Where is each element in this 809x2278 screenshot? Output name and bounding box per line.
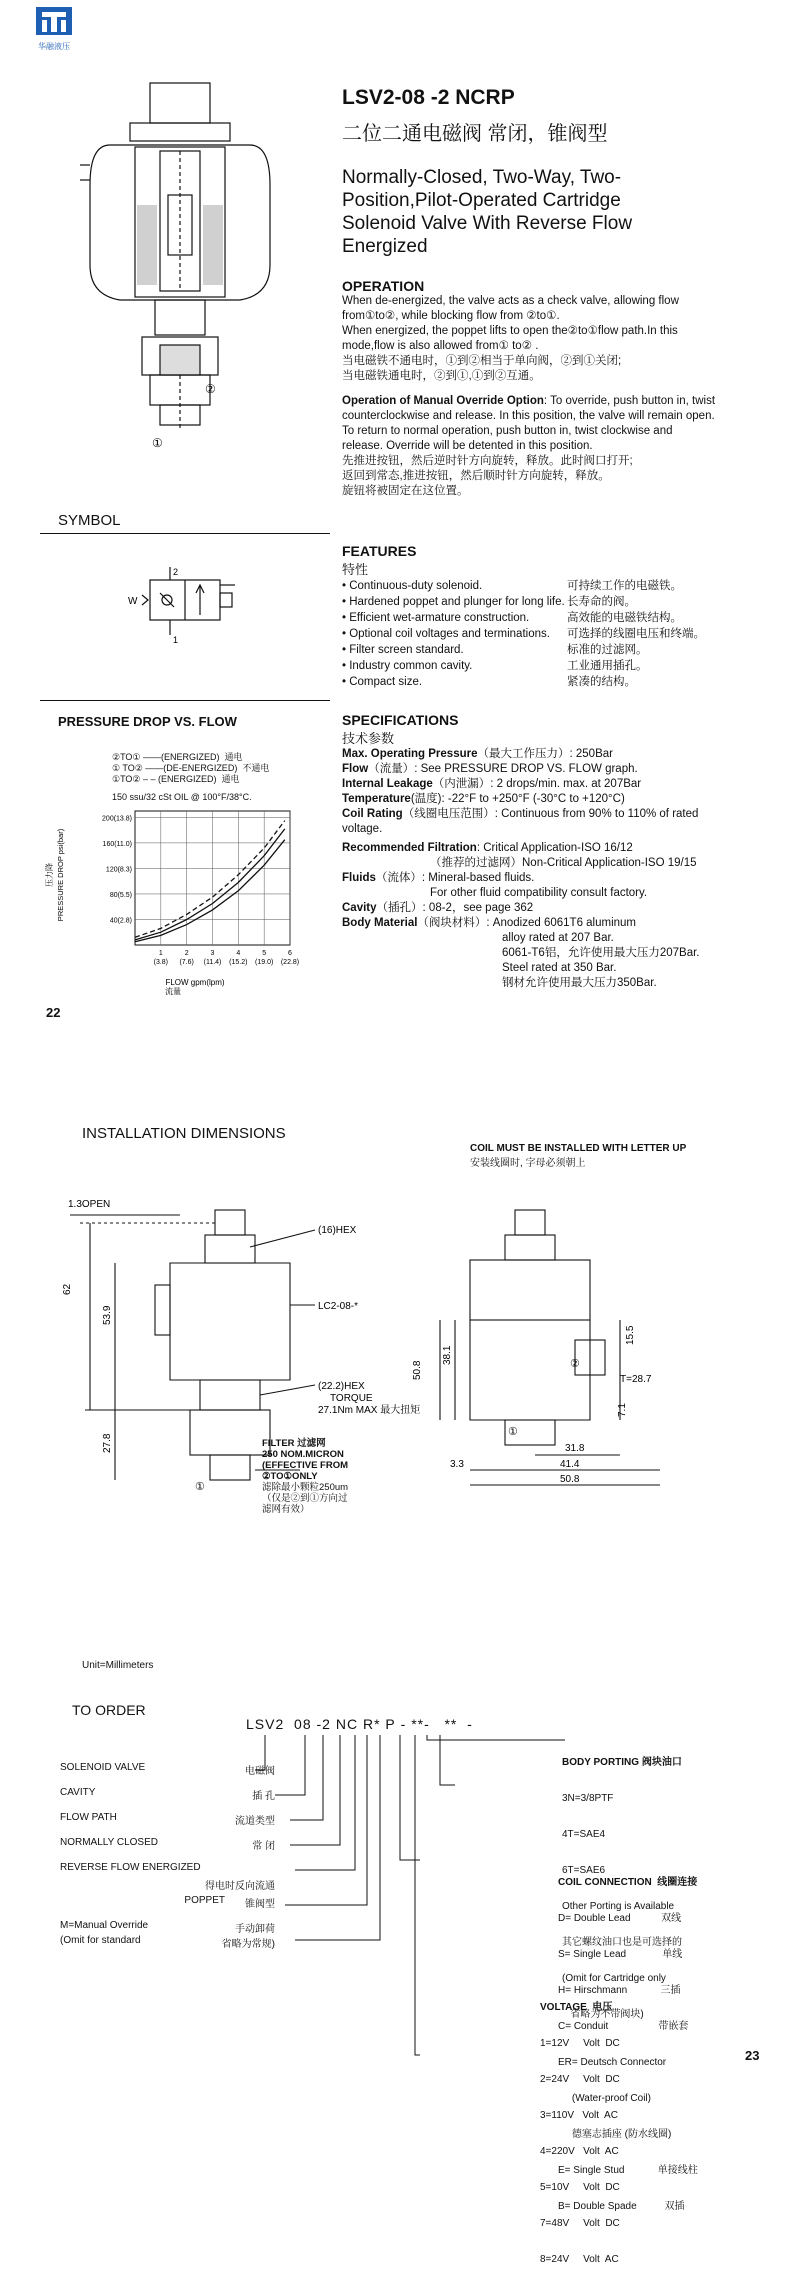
spec-row: Recommended Filtration: Critical Application-ISO 16/12: [342, 842, 633, 854]
coil-note-en: COIL MUST BE INSTALLED WITH LETTER UP: [470, 1143, 687, 1154]
chart-ylabel: PRESSURE DROP psi(bar): [56, 828, 65, 922]
feature-item: [342, 594, 782, 610]
dim-t: T=28.7: [620, 1374, 652, 1385]
title-en-line: Normally-Closed, Two-Way, Two-: [342, 167, 622, 188]
title-en-line: Solenoid Valve With Reverse Flow: [342, 213, 633, 234]
x-tick-label: 3: [210, 950, 215, 957]
dim-62: 62: [62, 1283, 73, 1295]
feature-cn: 高效能的电磁铁结构。: [567, 612, 682, 624]
spec-row: Internal Leakage（内泄漏）: 2 drops/min. max. at 207Bar: [342, 778, 642, 790]
spec-row: （推荐的过滤网）Non-Critical Application-ISO 19/15: [430, 857, 697, 869]
spec-body-extra: alloy rated at 207 Bar.: [502, 932, 614, 944]
block-port2: ②: [570, 1358, 580, 1370]
coil-model: LC2-08-*: [318, 1301, 359, 1312]
feature-en: • Efficient wet-armature construction.: [342, 612, 530, 624]
hydraulic-symbol: [120, 565, 240, 645]
x-tick-label-lpm: (19.0): [255, 959, 274, 966]
spec-row: voltage.: [342, 823, 383, 835]
manual-line: 返回到常态,推进按钮，然后顺时针方向旋转，释放。: [342, 470, 610, 482]
x-tick-label-lpm: (22.8): [280, 959, 300, 966]
dim-31-8: 31.8: [565, 1443, 585, 1454]
feature-item: [342, 658, 782, 674]
logo-text: 华融液压: [38, 42, 70, 51]
dim-3-3: 3.3: [450, 1459, 464, 1470]
feature-en: • Filter screen standard.: [342, 644, 464, 656]
chart-title: PRESSURE DROP VS. FLOW: [58, 714, 237, 729]
spec-row: Cavity（插孔）: 08-2，see page 362: [342, 902, 534, 914]
feature-cn: 紧凑的结构。: [567, 676, 636, 688]
dim-41-4: 41.4: [560, 1459, 580, 1470]
order-item: REVERSE FLOW ENERGIZED: [60, 1862, 201, 1873]
symbol-divider: [40, 533, 330, 534]
spec-body-extra: Steel rated at 350 Bar.: [502, 962, 617, 974]
manual-override-label: Operation of Manual Override Option: [342, 395, 544, 407]
dim-38-1: 38.1: [442, 1345, 453, 1365]
y-tick-label: 40(2.8): [109, 917, 132, 925]
dim-open: 1.3OPEN: [68, 1199, 111, 1210]
operation-line: When energized, the poppet lifts to open the②to①flow path.In this: [342, 325, 678, 337]
features-heading: FEATURES: [342, 543, 417, 559]
dim-hex16: (16)HEX: [318, 1225, 357, 1236]
operation-section: [342, 278, 782, 499]
y-tick-label: 80(5.5): [109, 891, 132, 899]
dim-50-8-v: 50.8: [412, 1360, 423, 1380]
feature-item: [342, 626, 782, 642]
features-heading-cn: 特性: [342, 562, 369, 577]
feature-cn: 标准的过滤网。: [567, 644, 648, 656]
legend-item: ②TO① ——(ENERGIZED) 通电: [112, 752, 243, 762]
chart-divider: [40, 700, 330, 701]
order-item: POPPET 锥阀型: [184, 1895, 275, 1910]
x-tick-label: 1: [158, 950, 163, 957]
spec-row: Temperature(温度): -22°F to +250°F (-30°C to +120°C): [342, 793, 625, 805]
spec-row: Fluids（流体）: Mineral-based fluids.: [342, 872, 535, 884]
order-callout-lines: [255, 1730, 575, 2060]
x-tick-label-lpm: (7.6): [179, 959, 194, 966]
x-tick-label-lpm: (11.4): [203, 959, 222, 966]
dim-7-1: 7.1: [617, 1403, 628, 1417]
torque-value: 27.1Nm MAX 最大扭矩: [318, 1405, 421, 1416]
operation-line: 当电磁铁通电时，②到①,①到②互通。: [342, 370, 541, 382]
series-line: [135, 829, 285, 940]
manual-line: To return to normal operation, push button in, twist clockwise and: [342, 425, 673, 437]
block-port1: ①: [508, 1426, 518, 1438]
operation-line: When de-energized, the valve acts as a check valve, allowing flow: [342, 295, 679, 307]
chart-xlabel-cn: 流量: [165, 987, 181, 996]
legend-item: ①TO② – – (ENERGIZED) 通电: [112, 774, 240, 784]
chart-ylabel-cn: 压力降: [45, 863, 54, 887]
manual-line: 先推进按钮，然后逆时针方向旋转，释放。此时阀口打开;: [342, 455, 633, 467]
feature-item: [342, 610, 782, 626]
feature-en: • Hardened poppet and plunger for long life.: [342, 596, 565, 608]
spec-heading: SPECIFICATIONS: [342, 712, 459, 728]
legend-item: ① TO② ——(DE-ENERGIZED) 不通电: [112, 763, 270, 773]
valve-section-drawing: [80, 75, 290, 475]
order-item: NORMALLY CLOSED 常 闭: [60, 1837, 275, 1852]
spec-row: For other fluid compatibility consult factory.: [430, 887, 648, 899]
coil-note: [470, 1143, 686, 1169]
order-left-items: [60, 1762, 275, 1950]
coil-connection: COIL CONNECTION 线圈连接 D= Double Lead 双线 S= Single Lead 单线 H= Hirschmann 三插 C= Conduit 带嵌套 ER= Deutsch Connector (Water-proof Coil) 德塞志插座 (防水线圈) E= Single Stud 单接线柱 B= Double Spade 双插: [558, 1877, 698, 2212]
order-item: (Omit for standard 省略为常规): [60, 1935, 275, 1950]
manual-line: counterclockwise and release. In this position, the valve will remain open.: [342, 410, 715, 422]
chart-legend: [112, 752, 269, 785]
manual-line: release. Override will be detented in this position.: [342, 440, 593, 452]
spec-row: Coil Rating（线圈电压范围）: Continuous from 90% to 110% of rated: [342, 808, 699, 820]
side-port1: ①: [195, 1481, 205, 1493]
manual-line: : To override, push button in, twist: [543, 395, 716, 407]
dim-15-5: 15.5: [625, 1325, 636, 1345]
product-code: LSV2-08 -2 NCRP: [342, 86, 515, 109]
logo-icon: [28, 6, 80, 36]
torque-label: TORQUE: [330, 1393, 373, 1404]
feature-item: [342, 642, 782, 658]
coil-note-cn: 安装线圈时, 字母必须朝上: [470, 1158, 586, 1169]
order-item: 得电时反向流通: [205, 1881, 275, 1892]
x-tick-label: 4: [236, 950, 241, 957]
dim-50-8-h: 50.8: [560, 1474, 580, 1485]
operation-line: 当电磁铁不通电时，①到②相当于单向阀，②到①关闭;: [342, 355, 622, 367]
title-en-line: Position,Pilot-Operated Cartridge: [342, 190, 621, 211]
symbol-w: W: [128, 596, 138, 607]
dim-53-9: 53.9: [102, 1305, 113, 1325]
feature-en: • Optional coil voltages and terminations.: [342, 628, 550, 640]
feature-cn: 长寿命的阀。: [567, 596, 636, 608]
unit-note: Unit=Millimeters: [82, 1660, 154, 1671]
port2-callout: ②: [205, 382, 216, 396]
x-tick-label: 6: [288, 950, 292, 957]
y-tick-label: 160(11.0): [102, 840, 132, 848]
feature-cn: 可持续工作的电磁铁。: [567, 580, 682, 592]
symbol-port2: 2: [173, 567, 179, 577]
symbol-heading: SYMBOL: [58, 512, 121, 529]
x-tick-label-lpm: (15.2): [229, 959, 248, 966]
spec-heading-cn: 技术参数: [342, 731, 395, 746]
order-heading: TO ORDER: [72, 1702, 146, 1718]
feature-item: [342, 578, 782, 594]
order-item: M=Manual Override 手动卸荷: [60, 1920, 275, 1935]
order-item: FLOW PATH 流道类型: [60, 1812, 275, 1827]
feature-item: [342, 674, 782, 690]
spec-body-extra: 6061-T6铝，允许使用最大压力207Bar.: [502, 947, 700, 959]
spec-row: Body Material（阀块材料）: Anodized 6061T6 aluminum: [342, 917, 637, 929]
product-title-cn: 二位二通电磁阀 常闭，锥阀型: [342, 123, 608, 145]
port1-callout: ①: [152, 436, 163, 450]
symbol-port1: 1: [173, 635, 179, 645]
company-logo: [28, 6, 80, 51]
page-number-right: 23: [745, 2048, 760, 2063]
manual-line: 旋钮将被固定在这位置。: [342, 485, 469, 497]
x-tick-label-lpm: (3.8): [153, 959, 169, 966]
order-item: SOLENOID VALVE 电磁阀: [60, 1762, 275, 1777]
feature-cn: 可选择的线圈电压和终端。: [567, 628, 705, 640]
y-tick-label: 200(13.8): [102, 815, 132, 823]
dim-hex22: (22.2)HEX: [318, 1381, 365, 1392]
operation-line: from①to②, while blocking flow from ②to①.: [342, 310, 560, 322]
spec-row: Max. Operating Pressure（最大工作压力）: 250Bar: [342, 748, 613, 760]
features-section: [342, 543, 782, 690]
feature-cn: 工业通用插孔。: [567, 660, 648, 672]
feature-en: • Industry common cavity.: [342, 660, 473, 672]
order-item: CAVITY 插 孔: [60, 1787, 275, 1802]
y-tick-label: 120(8.3): [105, 866, 132, 874]
operation-line: mode,flow is also allowed from① to② .: [342, 340, 539, 352]
series-line: [135, 821, 285, 938]
manual-override-first: [342, 394, 782, 409]
product-title-en: [342, 166, 632, 258]
pressure-drop-chart: [40, 805, 300, 995]
page-number-left: 22: [46, 1005, 61, 1020]
installation-drawing-block: [410, 1185, 710, 1495]
chart-xlabel: FLOW gpm(lpm): [165, 978, 225, 987]
spec-body-extra: 钢材允许使用最大压力350Bar.: [502, 977, 657, 989]
x-tick-label: 5: [262, 950, 267, 957]
title-en-line: Energized: [342, 236, 428, 257]
body-porting: BODY PORTING 阀块油口 3N=3/8PTF 4T=SAE4 6T=SAE6 Other Porting is Available 其它螺纹油口也是可选择的 (Omit for Cartridge only 省略为不带阀块): [562, 1757, 682, 2020]
chart-condition: 150 ssu/32 cSt OIL @ 100°F/38°C.: [112, 792, 252, 802]
installation-heading: INSTALLATION DIMENSIONS: [82, 1125, 286, 1142]
voltage: VOLTAGE 电压 1=12V Volt DC 2=24V Volt DC 3=110V Volt AC 4=220V Volt AC 5=10V Volt DC 7=48V Volt DC 8=24V Volt AC: [540, 2002, 620, 2265]
x-tick-label: 2: [184, 950, 189, 957]
operation-heading: OPERATION: [342, 278, 425, 294]
series-line: [135, 840, 285, 942]
order-code: LSV2 08 -2 NC R* P - **- ** -: [246, 1716, 473, 1732]
specifications-section: [342, 712, 782, 991]
filter-note: FILTER 过滤网 250 NOM.MICRON (EFFECTIVE FROM ②TO①ONLY 滤除最小颗粒250um （仅是②到①方向过 滤网有效）: [262, 1438, 349, 1515]
feature-en: • Compact size.: [342, 676, 423, 688]
spec-row: Flow（流量）: See PRESSURE DROP VS. FLOW graph.: [342, 763, 638, 775]
feature-en: • Continuous-duty solenoid.: [342, 580, 483, 592]
dim-27-8: 27.8: [102, 1433, 113, 1453]
